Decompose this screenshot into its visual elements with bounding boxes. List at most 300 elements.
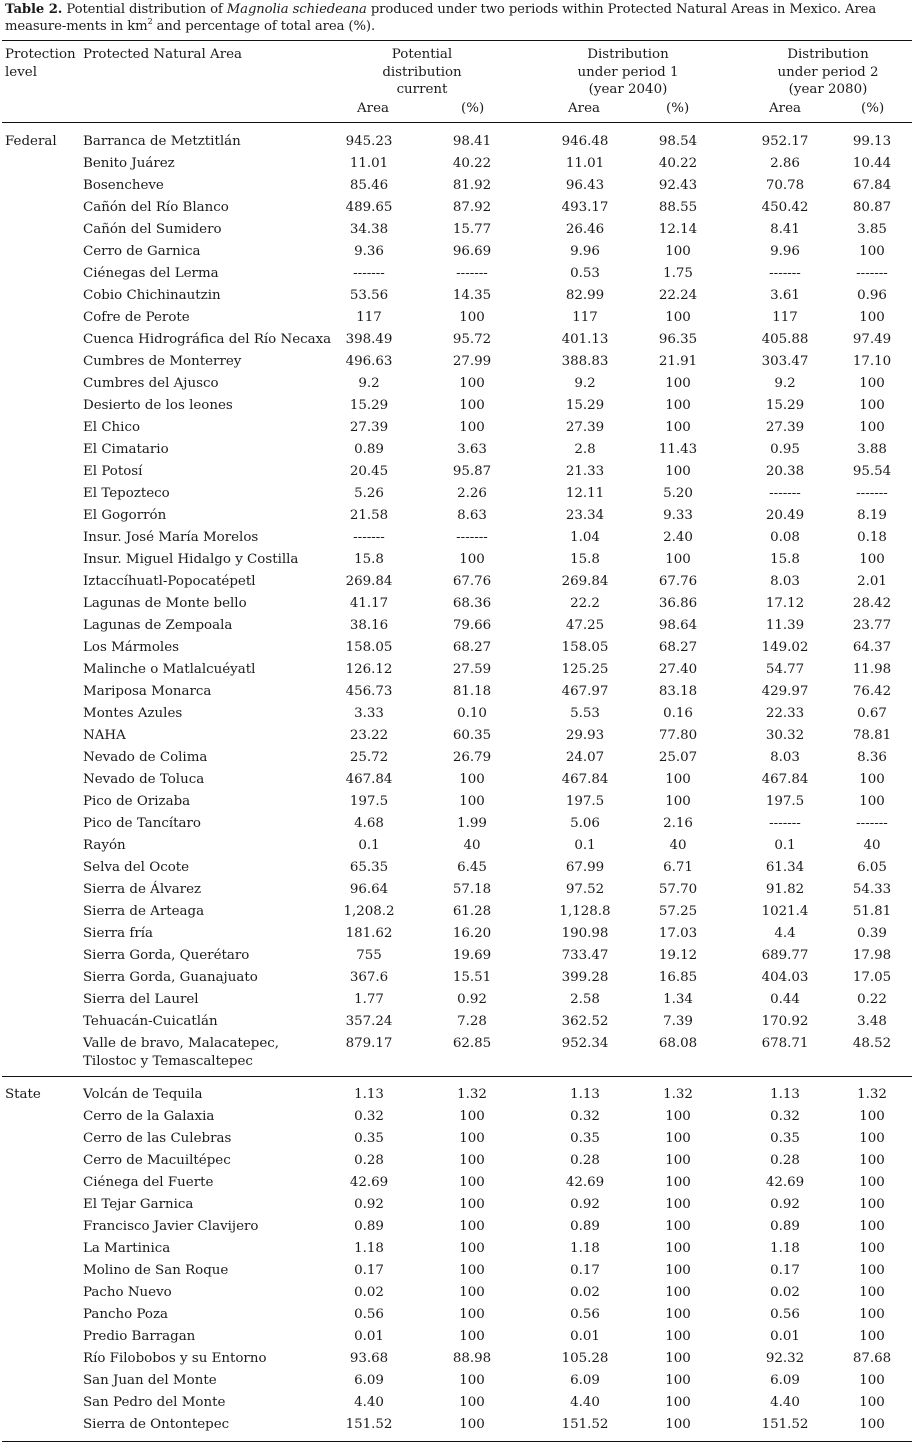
area-name-cell: Lagunas de Monte bello [83, 596, 247, 611]
percent-period1-cell: 100 [665, 772, 691, 787]
area-name-cell: Cañón del Río Blanco [83, 200, 229, 215]
percent-period2-cell: 100 [859, 244, 885, 259]
table-row [0, 1172, 916, 1194]
percent-current-cell: 100 [459, 794, 485, 809]
table-row [0, 923, 916, 945]
percent-period1-cell: 7.39 [663, 1014, 693, 1029]
percent-period2-cell: 95.54 [852, 464, 892, 479]
percent-period1-cell: 100 [665, 1395, 691, 1410]
subheader-percent-period1: (%) [666, 101, 690, 116]
area-period2-cell: 70.78 [765, 178, 805, 193]
top-rule [2, 40, 912, 41]
area-current-cell: 85.46 [349, 178, 389, 193]
area-period2-cell: 0.1 [774, 838, 796, 853]
percent-period1-cell: 12.14 [658, 222, 698, 237]
percent-period1-cell: 100 [665, 1307, 691, 1322]
table-label: Table 2. [5, 2, 63, 17]
area-name-cell: Sierra del Laurel [83, 992, 199, 1007]
area-period1-cell: 0.89 [570, 1219, 600, 1234]
bottom-rule [2, 1441, 912, 1442]
area-current-cell: 93.68 [349, 1351, 389, 1366]
area-period2-cell: 429.97 [761, 684, 809, 699]
percent-current-cell: 100 [459, 1263, 485, 1278]
area-period2-cell: ------- [769, 486, 801, 501]
area-period1-cell: 0.56 [570, 1307, 600, 1322]
area-current-cell: 496.63 [345, 354, 393, 369]
area-current-cell: 367.6 [349, 970, 389, 985]
area-period2-cell: 467.84 [761, 772, 809, 787]
percent-period1-cell: 100 [665, 1131, 691, 1146]
percent-period2-cell: 8.19 [857, 508, 887, 523]
area-period2-cell: 15.29 [765, 398, 805, 413]
table-row [0, 285, 916, 307]
table-row [0, 945, 916, 967]
table-row [0, 153, 916, 175]
area-name-cell: Nevado de Colima [83, 750, 208, 765]
table-row [0, 1326, 916, 1348]
area-current-cell: 1.77 [354, 992, 384, 1007]
area-name-cell: Insur. Miguel Hidalgo y Costilla [83, 552, 299, 567]
percent-current-cell: 100 [459, 310, 485, 325]
area-current-cell: 398.49 [345, 332, 393, 347]
area-name-cell: Nevado de Toluca [83, 772, 205, 787]
table-row [0, 1216, 916, 1238]
area-name-cell: Pico de Orizaba [83, 794, 191, 809]
percent-period2-cell: 28.42 [852, 596, 892, 611]
area-name-cell: Cobio Chichinautzin [83, 288, 221, 303]
table-row [0, 813, 916, 835]
percent-period2-cell: 78.81 [852, 728, 892, 743]
area-name-cell: Cerro de la Galaxia [83, 1109, 215, 1124]
percent-period2-cell: 17.05 [852, 970, 892, 985]
area-period1-cell: 190.98 [561, 926, 609, 941]
table-row [0, 549, 916, 571]
subheader-area-current: Area [357, 101, 389, 116]
area-name-cell: Pancho Poza [83, 1307, 169, 1322]
percent-period1-cell: 9.33 [663, 508, 693, 523]
area-current-cell: 20.45 [349, 464, 389, 479]
percent-current-cell: 100 [459, 1153, 485, 1168]
percent-current-cell: 2.26 [457, 486, 487, 501]
area-name-cell: Cumbres del Ajusco [83, 376, 219, 391]
percent-period1-cell: 0.16 [663, 706, 693, 721]
percent-current-cell: 87.92 [452, 200, 492, 215]
percent-period1-cell: 11.43 [658, 442, 698, 457]
area-period2-cell: 8.41 [770, 222, 800, 237]
area-current-cell: 27.39 [349, 420, 389, 435]
percent-period1-cell: 57.25 [658, 904, 698, 919]
area-current-cell: 1.18 [354, 1241, 384, 1256]
area-current-cell: 9.2 [358, 376, 380, 391]
percent-period2-cell: 99.13 [852, 134, 892, 149]
percent-period2-cell: 100 [859, 1285, 885, 1300]
percent-period2-cell: 0.18 [857, 530, 887, 545]
area-period2-cell: 303.47 [761, 354, 809, 369]
area-name-cell: El Potosí [83, 464, 143, 479]
area-period2-cell: 15.8 [770, 552, 800, 567]
area-current-cell: 11.01 [349, 156, 389, 171]
area-name-cell: Cerro de las Culebras [83, 1131, 232, 1146]
header-protected-area: Protected Natural Area [83, 47, 243, 62]
percent-current-cell: 15.77 [452, 222, 492, 237]
percent-current-cell: 100 [459, 1241, 485, 1256]
percent-period1-cell: 22.24 [658, 288, 698, 303]
percent-period1-cell: 19.12 [658, 948, 698, 963]
percent-current-cell: ------- [456, 530, 488, 545]
percent-period1-cell: 2.16 [663, 816, 693, 831]
area-period1-cell: 117 [572, 310, 598, 325]
species-name: Magnolia schiedeana [226, 2, 367, 17]
area-name-cell: Sierra fría [83, 926, 154, 941]
percent-period2-cell: 100 [859, 376, 885, 391]
table-row [0, 901, 916, 923]
percent-current-cell: 100 [459, 1329, 485, 1344]
area-name-cell: La Martinica [83, 1241, 171, 1256]
percent-current-cell: 7.28 [457, 1014, 487, 1029]
area-period1-cell: 23.34 [565, 508, 605, 523]
area-period1-cell: 26.46 [565, 222, 605, 237]
area-name-cell: Benito Juárez [83, 156, 175, 171]
area-current-cell: 117 [356, 310, 382, 325]
area-name-cell: Cofre de Perote [83, 310, 190, 325]
percent-period1-cell: 100 [665, 1417, 691, 1432]
area-name-cell: Molino de San Roque [83, 1263, 229, 1278]
percent-current-cell: 27.59 [452, 662, 492, 677]
area-name-cell: Río Filobobos y su Entorno [83, 1351, 267, 1366]
table-row [0, 1150, 916, 1172]
area-period1-cell: 105.28 [561, 1351, 609, 1366]
percent-current-cell: 100 [459, 1197, 485, 1212]
area-name-cell: Pacho Nuevo [83, 1285, 172, 1300]
area-name-line-2: Tilostoc y Temascaltepec [83, 1054, 253, 1069]
table-row [0, 725, 916, 747]
area-current-cell: 0.32 [354, 1109, 384, 1124]
area-period1-cell: 467.97 [561, 684, 609, 699]
percent-period2-cell: 100 [859, 1219, 885, 1234]
percent-period2-cell: 54.33 [852, 882, 892, 897]
percent-current-cell: 19.69 [452, 948, 492, 963]
area-period1-cell: 96.43 [565, 178, 605, 193]
table-row [0, 307, 916, 329]
percent-period1-cell: 17.03 [658, 926, 698, 941]
percent-current-cell: 88.98 [452, 1351, 492, 1366]
area-name-cell: El Cimatario [83, 442, 169, 457]
area-period1-cell: 15.8 [570, 552, 600, 567]
area-period1-cell: 946.48 [561, 134, 609, 149]
area-period1-cell: 952.34 [561, 1036, 609, 1051]
percent-period1-cell: 100 [665, 1175, 691, 1190]
percent-current-cell: 6.45 [457, 860, 487, 875]
area-period2-cell: 2.86 [770, 156, 800, 171]
group-separator-rule [2, 1076, 912, 1077]
area-current-cell: 1,208.2 [343, 904, 395, 919]
area-name-cell: Volcán de Tequila [83, 1087, 203, 1102]
percent-period1-cell: 100 [665, 398, 691, 413]
subheader-percent-current: (%) [461, 101, 485, 116]
percent-current-cell: 81.92 [452, 178, 492, 193]
area-name-cell: San Juan del Monte [83, 1373, 217, 1388]
percent-period2-cell: 100 [859, 1263, 885, 1278]
area-period1-cell: 27.39 [565, 420, 605, 435]
percent-period1-cell: 57.70 [658, 882, 698, 897]
area-name-cell: Sierra Gorda, Guanajuato [83, 970, 258, 985]
percent-period2-cell: 100 [859, 1329, 885, 1344]
area-name-cell: Iztaccíhuatl-Popocatépetl [83, 574, 256, 589]
subheader-area-period1: Area [568, 101, 600, 116]
table-row [0, 747, 916, 769]
percent-period2-cell: 100 [859, 420, 885, 435]
area-current-cell: 96.64 [349, 882, 389, 897]
percent-period1-cell: 67.76 [658, 574, 698, 589]
table-row [0, 857, 916, 879]
percent-period2-cell: 100 [859, 1417, 885, 1432]
area-period2-cell: 20.49 [765, 508, 805, 523]
area-period2-cell: 17.12 [765, 596, 805, 611]
percent-period1-cell: 92.43 [658, 178, 698, 193]
area-current-cell: 0.02 [354, 1285, 384, 1300]
area-name-cell: Desierto de los leones [83, 398, 233, 413]
area-current-cell: 197.5 [349, 794, 389, 809]
area-name-cell: Pico de Tancítaro [83, 816, 201, 831]
area-name-cell: San Pedro del Monte [83, 1395, 226, 1410]
percent-period2-cell: 8.36 [857, 750, 887, 765]
table-row [0, 263, 916, 285]
percent-period1-cell: 25.07 [658, 750, 698, 765]
percent-period2-cell: 1.32 [857, 1087, 887, 1102]
area-period1-cell: 11.01 [565, 156, 605, 171]
percent-period1-cell: 27.40 [658, 662, 698, 677]
percent-period1-cell: 5.20 [663, 486, 693, 501]
table-row [0, 1238, 916, 1260]
table-row [0, 527, 916, 549]
area-period1-cell: 269.84 [561, 574, 609, 589]
table-row [0, 175, 916, 197]
table-row [0, 989, 916, 1011]
area-period1-cell: 9.2 [574, 376, 596, 391]
area-period1-cell: 24.07 [565, 750, 605, 765]
percent-period2-cell: 0.22 [857, 992, 887, 1007]
percent-period1-cell: 100 [665, 552, 691, 567]
area-name-cell: Sierra de Ontontepec [83, 1417, 230, 1432]
area-period1-cell: 22.2 [570, 596, 600, 611]
table-row [0, 637, 916, 659]
area-period2-cell: 1.13 [770, 1087, 800, 1102]
area-period1-cell: 21.33 [565, 464, 605, 479]
area-name-cell: Montes Azules [83, 706, 183, 721]
percent-period1-cell: 1.32 [663, 1087, 693, 1102]
area-period1-cell: 151.52 [561, 1417, 609, 1432]
area-current-cell: 0.92 [354, 1197, 384, 1212]
percent-current-cell: 96.69 [452, 244, 492, 259]
percent-current-cell: 100 [459, 552, 485, 567]
area-period1-cell: 5.53 [570, 706, 600, 721]
percent-current-cell: 0.10 [457, 706, 487, 721]
area-period2-cell: 4.40 [770, 1395, 800, 1410]
percent-period1-cell: 40 [669, 838, 687, 853]
area-name-cell: Cerro de Macuiltépec [83, 1153, 231, 1168]
area-period1-cell: 42.69 [565, 1175, 605, 1190]
area-period1-cell: 362.52 [561, 1014, 609, 1029]
percent-period1-cell: 88.55 [658, 200, 698, 215]
header-current: Potential distribution current [382, 47, 462, 97]
area-current-cell: 34.38 [349, 222, 389, 237]
area-period2-cell: 91.82 [765, 882, 805, 897]
percent-period2-cell: 76.42 [852, 684, 892, 699]
percent-current-cell: 40 [463, 838, 481, 853]
area-name-cell: Los Mármoles [83, 640, 180, 655]
area-name-line-1: Valle de bravo, Malacatepec, [83, 1036, 280, 1051]
area-name-cell: Rayón [83, 838, 126, 853]
header-protection-level: Protection level [5, 47, 76, 80]
table-row [0, 1106, 916, 1128]
area-name-cell: Barranca de Metztitlán [83, 134, 241, 149]
table-row [0, 681, 916, 703]
area-period2-cell: 149.02 [761, 640, 809, 655]
percent-period2-cell: 0.67 [857, 706, 887, 721]
area-period1-cell: 158.05 [561, 640, 609, 655]
table-row [0, 1084, 916, 1106]
area-name-cell: Predio Barragan [83, 1329, 196, 1344]
area-name-cell [83, 1035, 279, 1071]
percent-period2-cell: 100 [859, 1131, 885, 1146]
area-period1-cell: 4.40 [570, 1395, 600, 1410]
area-period2-cell: 61.34 [765, 860, 805, 875]
table-row [0, 659, 916, 681]
area-period2-cell: 197.5 [765, 794, 805, 809]
area-current-cell: 25.72 [349, 750, 389, 765]
area-period2-cell: 8.03 [770, 574, 800, 589]
area-period1-cell: 47.25 [565, 618, 605, 633]
percent-period2-cell: 48.52 [852, 1036, 892, 1051]
table-row [0, 791, 916, 813]
percent-current-cell: 1.99 [457, 816, 487, 831]
area-period2-cell: 0.95 [770, 442, 800, 457]
area-period2-cell: 1021.4 [761, 904, 809, 919]
header-period1: Distribution under period 1 (year 2040) [577, 47, 679, 97]
area-current-cell: 489.65 [345, 200, 393, 215]
area-period2-cell: 405.88 [761, 332, 809, 347]
area-current-cell: 42.69 [349, 1175, 389, 1190]
header-period2: Distribution under period 2 (year 2080) [777, 47, 879, 97]
table-row [0, 483, 916, 505]
area-period1-cell: 1.18 [570, 1241, 600, 1256]
percent-period1-cell: 2.40 [663, 530, 693, 545]
area-period1-cell: 733.47 [561, 948, 609, 963]
percent-current-cell: 61.28 [452, 904, 492, 919]
percent-period2-cell: 2.01 [857, 574, 887, 589]
area-period1-cell: 467.84 [561, 772, 609, 787]
area-period2-cell: 9.2 [774, 376, 796, 391]
percent-period1-cell: 100 [665, 1329, 691, 1344]
area-period1-cell: 1.13 [570, 1087, 600, 1102]
percent-period1-cell: 100 [665, 420, 691, 435]
area-period2-cell: 450.42 [761, 200, 809, 215]
area-current-cell: 23.22 [349, 728, 389, 743]
percent-current-cell: 100 [459, 420, 485, 435]
percent-current-cell: 100 [459, 376, 485, 391]
area-period1-cell: 0.17 [570, 1263, 600, 1278]
percent-period2-cell: 0.96 [857, 288, 887, 303]
area-period2-cell: ------- [769, 816, 801, 831]
area-period2-cell: 3.61 [770, 288, 800, 303]
area-period2-cell: 6.09 [770, 1373, 800, 1388]
table-row [0, 1260, 916, 1282]
percent-current-cell: 100 [459, 772, 485, 787]
percent-period1-cell: 100 [665, 244, 691, 259]
protection-level-cell: Federal [5, 134, 57, 149]
area-period1-cell: 12.11 [565, 486, 605, 501]
percent-current-cell: 95.87 [452, 464, 492, 479]
percent-period2-cell: 0.39 [857, 926, 887, 941]
table-row [0, 1035, 916, 1071]
percent-period2-cell: 100 [859, 552, 885, 567]
table-row [0, 571, 916, 593]
percent-current-cell: 100 [459, 1109, 485, 1124]
area-current-cell: 5.26 [354, 486, 384, 501]
area-current-cell: 21.58 [349, 508, 389, 523]
area-period1-cell: 0.35 [570, 1131, 600, 1146]
area-current-cell: 755 [356, 948, 382, 963]
percent-period1-cell: 100 [665, 464, 691, 479]
area-current-cell: 456.73 [345, 684, 393, 699]
caption-text-after: and percentage of total area (%). [152, 19, 376, 34]
percent-period1-cell: 100 [665, 794, 691, 809]
area-current-cell: 945.23 [345, 134, 393, 149]
percent-current-cell: 26.79 [452, 750, 492, 765]
area-period2-cell: 0.32 [770, 1109, 800, 1124]
table-row [0, 1414, 916, 1436]
area-period2-cell: 27.39 [765, 420, 805, 435]
area-name-cell: Cumbres de Monterrey [83, 354, 242, 369]
area-current-cell: 1.13 [354, 1087, 384, 1102]
area-period1-cell: 9.96 [570, 244, 600, 259]
table-row [0, 769, 916, 791]
area-period1-cell: 0.1 [574, 838, 596, 853]
area-period1-cell: 401.13 [561, 332, 609, 347]
percent-current-cell: 100 [459, 1417, 485, 1432]
percent-period1-cell: 100 [665, 1109, 691, 1124]
area-period2-cell: 0.02 [770, 1285, 800, 1300]
percent-period1-cell: 100 [665, 376, 691, 391]
area-current-cell: 41.17 [349, 596, 389, 611]
percent-current-cell: 100 [459, 398, 485, 413]
percent-period1-cell: 100 [665, 310, 691, 325]
percent-period1-cell: 98.54 [658, 134, 698, 149]
area-current-cell: 65.35 [349, 860, 389, 875]
area-current-cell: 0.28 [354, 1153, 384, 1168]
area-period2-cell: 151.52 [761, 1417, 809, 1432]
table-row [0, 329, 916, 351]
area-current-cell: ------- [353, 266, 385, 281]
area-current-cell: 151.52 [345, 1417, 393, 1432]
percent-period1-cell: 68.08 [658, 1036, 698, 1051]
caption-superscript: 2 [147, 16, 153, 26]
header-rule [2, 122, 912, 123]
percent-period2-cell: 3.48 [857, 1014, 887, 1029]
percent-current-cell: 68.36 [452, 596, 492, 611]
area-period1-cell: 29.93 [565, 728, 605, 743]
percent-period2-cell: 100 [859, 772, 885, 787]
area-period1-cell: 0.92 [570, 1197, 600, 1212]
percent-period2-cell: ------- [856, 486, 888, 501]
area-name-cell: Francisco Javier Clavijero [83, 1219, 259, 1234]
area-period1-cell: 197.5 [565, 794, 605, 809]
table-row [0, 395, 916, 417]
percent-period2-cell: 100 [859, 1175, 885, 1190]
area-period2-cell: 170.92 [761, 1014, 809, 1029]
percent-period1-cell: 16.85 [658, 970, 698, 985]
percent-period2-cell: 40 [863, 838, 881, 853]
